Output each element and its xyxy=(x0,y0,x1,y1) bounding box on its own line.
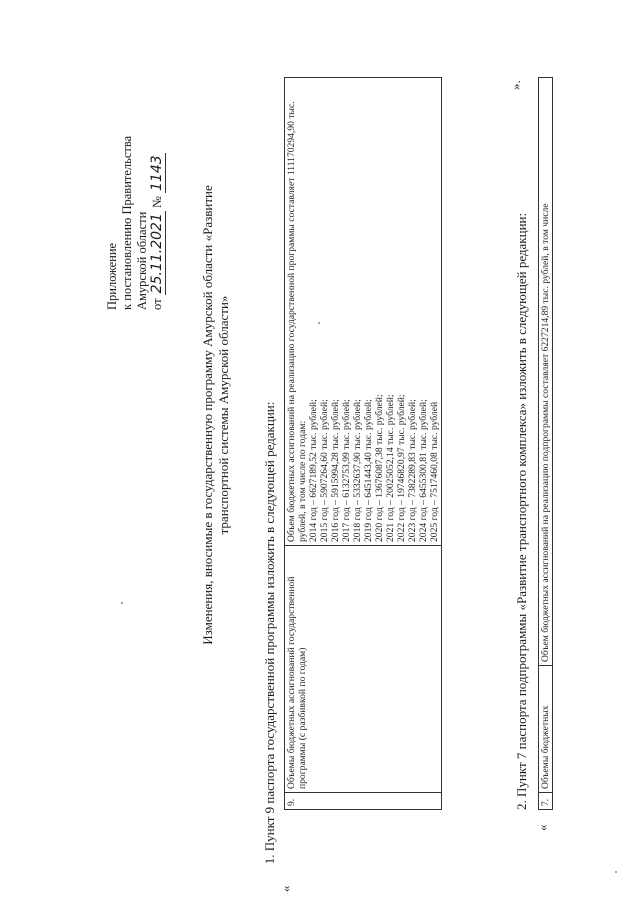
funding-intro: Объем бюджетных ассигнований на реализацию государственной программы составляет 111170294,90 тыс. рублей, в том числе по годам: xyxy=(286,101,308,542)
from-label: от xyxy=(150,298,164,310)
row-content: Объем бюджетных ассигнований на реализацию подпрограммы составляет 6227214,89 тыс. рублей, в том числе xyxy=(539,78,553,666)
approval-number: 1143 xyxy=(149,155,165,191)
year-2023: 2023 год – 7382289,83 тыс. рублей; xyxy=(407,399,418,542)
approval-date: 25.11.2021 xyxy=(149,213,165,294)
item-1-text: 1. Пункт 9 паспорта государственной программы изложить в следующей редакции: xyxy=(262,401,277,865)
subprogram-funding-table xyxy=(538,77,553,810)
table-row xyxy=(539,78,553,810)
year-2015: 2015 год – 5907264,60 тыс. рублей; xyxy=(319,399,330,542)
approval-line-2: к постановлению Правительства xyxy=(120,135,134,310)
program-funding-table xyxy=(284,77,442,810)
item-1-close-quote: ». xyxy=(508,80,523,90)
year-2022: 2022 год – 19746820,97 тыс. рублей; xyxy=(396,394,407,542)
year-2014: 2014 год – 6627189,52 тыс. рублей; xyxy=(308,399,319,542)
year-2024: 2024 год – 6455300,81 тыс. рублей; xyxy=(418,399,429,542)
approval-stamp xyxy=(105,50,165,310)
item-2-open-quote: « xyxy=(535,824,550,831)
row-number: 7. xyxy=(539,793,553,810)
document-title: Изменения, вносимые в государственную программу Амурской области «Развитие транспортной системы Амурской области» xyxy=(200,185,231,645)
row-label: Объемы бюджетных ассигнований государственной программы (с разбивкой по годам) xyxy=(285,546,442,793)
year-2020: 2020 год – 13676087,38 тыс. рублей; xyxy=(374,394,385,542)
year-2017: 2017 год – 6132753,99 тыс. рублей; xyxy=(341,399,352,542)
table-row xyxy=(285,78,442,810)
item-1-open-quote: « xyxy=(278,885,293,892)
scan-speck xyxy=(318,322,320,324)
year-2021: 2021 год – 20025052,14 тыс. рублей; xyxy=(385,394,396,542)
row-label: Объемы бюджетных xyxy=(539,666,553,793)
row-number: 9. xyxy=(285,793,442,810)
scan-speck xyxy=(121,602,123,604)
year-2018: 2018 год – 5332637,90 тыс. рублей; xyxy=(352,399,363,542)
year-2025: 2025 год – 7517460,08 тыс. рублей xyxy=(429,401,440,542)
approval-line-3: Амурской области xyxy=(135,211,149,310)
item-1-heading xyxy=(262,338,293,892)
number-label: № xyxy=(150,196,164,209)
item-2-heading: 2. Пункт 7 паспорта подпрограммы «Развитие транспортного комплекса» изложить в следующей редакции: xyxy=(514,212,529,810)
row-content xyxy=(285,78,442,546)
scan-speck xyxy=(615,871,617,873)
approval-date-line xyxy=(150,50,165,310)
year-2019: 2019 год – 6451443,40 тыс. рублей; xyxy=(363,399,374,542)
year-2016: 2016 год – 5915994,28 тыс. рублей; xyxy=(330,399,341,542)
approval-line-1: Приложение xyxy=(105,242,119,310)
